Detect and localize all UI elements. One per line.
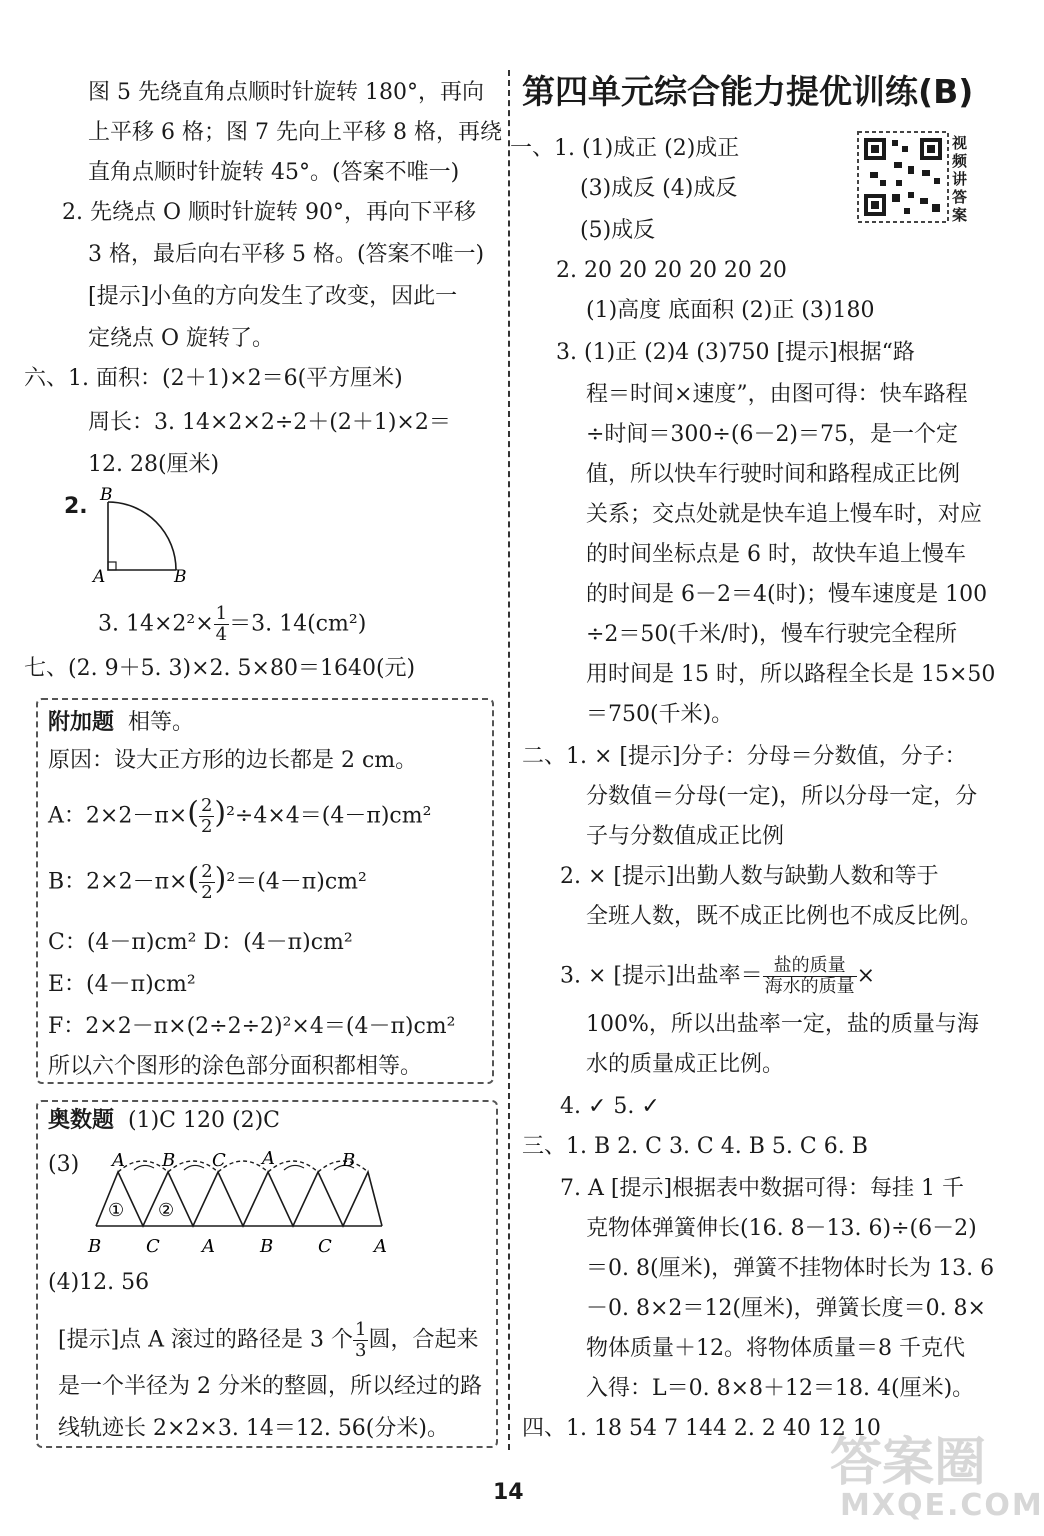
fujia-answer: 相等。 (128, 710, 195, 735)
section-six-line-2: 周长：3. 14×2×2÷2＋(2＋1)×2＝ (88, 410, 451, 435)
watermark-logo: 答案圈 (830, 1433, 987, 1493)
r-line-19: 2. × [提示]出勤人数与缺勤人数和等于 (560, 864, 939, 889)
quarter-circle-figure (90, 486, 200, 586)
aoshu-hint-3: 线轨迹长 2×2×3. 14＝12. 56(分米)。 (58, 1416, 449, 1441)
qr-label: 视频讲答案 (952, 134, 968, 224)
aoshu-line4: (4)12. 56 (48, 1270, 150, 1295)
fujia-b-pre: B：2×2－π× (48, 869, 188, 895)
frac-num: 2 (201, 861, 213, 882)
r-line-9: 值，所以快车行驶时间和路程成正比例 (586, 462, 961, 487)
aoshu-hint-pre: [提示]点 A 滚过的路径是 3 个 (58, 1327, 354, 1353)
r-line-4: 2. 20 20 20 20 20 20 (556, 258, 787, 283)
tri-circle-label-2: ② (158, 1200, 175, 1221)
rolling-triangles-figure (86, 1144, 396, 1260)
tri-bottom-label-2: C (146, 1236, 160, 1257)
fujia-a-post: ²÷4×4＝(4－π)cm² (226, 803, 432, 829)
six-2-formula-pre: 3. 14×2²× (98, 611, 214, 637)
r2-line-1: 100%，所以出盐率一定，盐的质量与海 (586, 1012, 979, 1037)
tri-top-label-3: C (212, 1150, 226, 1171)
tri-bottom-label-6: A (374, 1236, 387, 1257)
fujia-b: B：2×2－π×( $\frac{2}{2}$ )²＝(4－π)cm² (48, 861, 367, 903)
fujia-f: F：2×2－π×(2÷2÷2)²×4＝(4－π)cm² (48, 1014, 456, 1039)
fig-label-b-right: B (174, 567, 187, 587)
six-2-fraction (214, 604, 229, 645)
frac-den: 3 (355, 1340, 367, 1361)
tri-top-label-2: B (162, 1150, 176, 1171)
q3-post: × (856, 963, 876, 989)
tri-top-label-4: A (262, 1148, 275, 1169)
fujia-cd: C：(4－π)cm² D：(4－π)cm² (48, 930, 353, 955)
r2-line-7: ＝0. 8(厘米)，弹簧不挂物体时长为 13. 6 (586, 1256, 995, 1281)
r-line-12: 的时间是 6－2＝4(时)；慢车速度是 100 (586, 582, 988, 607)
r-line-17: 分数值＝分母(一定)，所以分母一定，分 (586, 784, 978, 809)
tri-bottom-label-3: A (202, 1236, 215, 1257)
frac-num: 1 (355, 1319, 367, 1340)
six-2-label: 2. (64, 494, 88, 519)
rotation-line-3: 直角点顺时针旋转 45°。(答案不唯一) (88, 160, 460, 185)
tri-bottom-label-5: C (318, 1236, 332, 1257)
r2-line-8: －0. 8×2＝12(厘米)，弹簧长度＝0. 8× (586, 1296, 986, 1321)
fujia-e: E：(4－π)cm² (48, 972, 196, 997)
r-line-8: ÷时间＝300÷(6－2)＝75，是一个定 (586, 422, 959, 447)
aoshu-hint-1 (58, 1320, 479, 1361)
aoshu-tag: 奥数题 (48, 1108, 115, 1133)
fujia-b-post: ²＝(4－π)cm² (226, 869, 367, 895)
frac-num: 1 (215, 603, 228, 624)
rotation-line-2: 上平移 6 格；图 7 先向上平移 8 格，再绕 (88, 120, 502, 145)
r2-line-4: 三、1. B 2. C 3. C 4. B 5. C 6. B (522, 1134, 868, 1159)
r-line-3: (5)成反 (580, 218, 656, 243)
r2-line-3: 4. ✓ 5. ✓ (560, 1094, 660, 1119)
rotation-hint-1: [提示]小鱼的方向发生了改变，因此一 (88, 284, 458, 309)
fujia-b-frac (199, 862, 214, 903)
aoshu-hint-2: 是一个半径为 2 分米的整圆，所以经过的路 (58, 1374, 482, 1399)
frac-den: 2 (201, 882, 213, 903)
r-line-2: (3)成反 (4)成反 (580, 176, 738, 201)
r-line-14: 用时间是 15 时，所以路程全长是 15×50 (586, 662, 996, 687)
rotation-hint-2: 定绕点 O 旋转了。 (88, 326, 275, 351)
fujia-a-pre: A：2×2－π× (48, 803, 188, 829)
fujia-a: A：2×2－π×( $\frac{2}{2}$ )²÷4×4＝(4－π)cm² (48, 795, 432, 837)
r-line-5: (1)高度 底面积 (2)正 (3)180 (586, 298, 875, 323)
fujia-a-frac (199, 796, 214, 837)
r-line-20: 全班人数，既不成正比例也不成反比例。 (586, 904, 983, 929)
unit-title: 第四单元综合能力提优训练(B) (522, 72, 974, 111)
tri-bottom-label-4: B (260, 1236, 274, 1257)
aoshu-line1: (1)C 120 (2)C (128, 1108, 280, 1133)
six-2-formula-post: ＝3. 14(cm²) (229, 611, 367, 637)
section-six-line-1: 六、1. 面积：(2＋1)×2＝6(平方厘米) (24, 366, 403, 391)
aoshu-hint-post: 圆，合起来 (368, 1327, 479, 1353)
tri-bottom-label-1: B (88, 1236, 102, 1257)
section-six-line-3: 12. 28(厘米) (88, 452, 220, 477)
rotation-line-4: 2. 先绕点 O 顺时针旋转 90°，再向下平移 (62, 200, 476, 225)
r-q3-line (560, 956, 875, 997)
rotation-line-1: 图 5 先绕直角点顺时针旋转 180°，再向 (88, 80, 484, 105)
tri-top-label-5: B (342, 1150, 356, 1171)
frac-den: 2 (200, 816, 213, 837)
fig-label-a: A (93, 567, 106, 587)
column-divider (508, 70, 510, 1450)
tri-circle-label-1: ① (108, 1200, 125, 1221)
tri-top-label-1: A (112, 1150, 125, 1171)
r-line-15: ＝750(千米)。 (586, 702, 734, 727)
r2-line-6: 克物体弹簧伸长(16. 8－13. 6)÷(6－2) (586, 1216, 977, 1241)
frac-num: 2 (200, 795, 213, 816)
page-number: 14 (493, 1480, 524, 1505)
fujia-heading (48, 708, 194, 738)
rotation-line-5: 3 格，最后向右平移 5 格。(答案不唯一) (88, 242, 485, 267)
r-line-13: ÷2＝50(千米/时)，慢车行驶完全程所 (586, 622, 958, 647)
r-line-18: 子与分数值成正比例 (586, 824, 785, 849)
aoshu-hint-frac (353, 1320, 368, 1361)
fujia-conclusion: 所以六个图形的涂色部分面积都相等。 (48, 1054, 423, 1079)
r-line-10: 关系；交点处就是快车追上慢车时，对应 (586, 502, 983, 527)
r-line-7: 程＝时间×速度”，由图可得：快车路程 (586, 382, 968, 407)
r-line-16: 二、1. × [提示]分子：分母＝分数值，分子： (522, 744, 967, 769)
aoshu-heading (48, 1106, 280, 1136)
r2-line-2: 水的质量成正比例。 (586, 1052, 785, 1077)
section-seven: 七、(2. 9＋5. 3)×2. 5×80＝1640(元) (24, 656, 416, 681)
r-line-11: 的时间坐标点是 6 时，故快车追上慢车 (586, 542, 966, 567)
r-line-6: 3. (1)正 (2)4 (3)750 [提示]根据“路 (556, 340, 915, 365)
r2-line-11: 四、1. 18 54 7 144 2. 2 40 12 10 (522, 1416, 881, 1441)
r2-line-9: 物体质量＋12。将物体质量＝8 千克代 (586, 1336, 965, 1361)
q3-pre: 3. × [提示]出盐率＝ (560, 963, 763, 989)
aoshu-3-label: (3) (48, 1152, 80, 1177)
frac-den: 4 (215, 624, 228, 645)
fig-label-b-top: B (100, 485, 113, 505)
r2-line-10: 入得：L＝0. 8×8＋12＝18. 4(厘米)。 (586, 1376, 975, 1401)
six-2-formula (98, 604, 366, 645)
qr-code-icon[interactable] (858, 132, 948, 222)
fujia-tag: 附加题 (48, 710, 115, 735)
r-line-1: 一、1. (1)成正 (2)成正 (510, 136, 740, 161)
frac-num: 盐的质量 (763, 956, 857, 977)
watermark-url: MXQE.COM (840, 1488, 1044, 1523)
fujia-reason: 原因：设大正方形的边长都是 2 cm。 (48, 748, 418, 773)
r2-line-5: 7. A [提示]根据表中数据可得：每挂 1 千 (560, 1176, 965, 1201)
frac-den: 海水的质量 (764, 976, 855, 997)
q3-fraction (763, 956, 857, 997)
